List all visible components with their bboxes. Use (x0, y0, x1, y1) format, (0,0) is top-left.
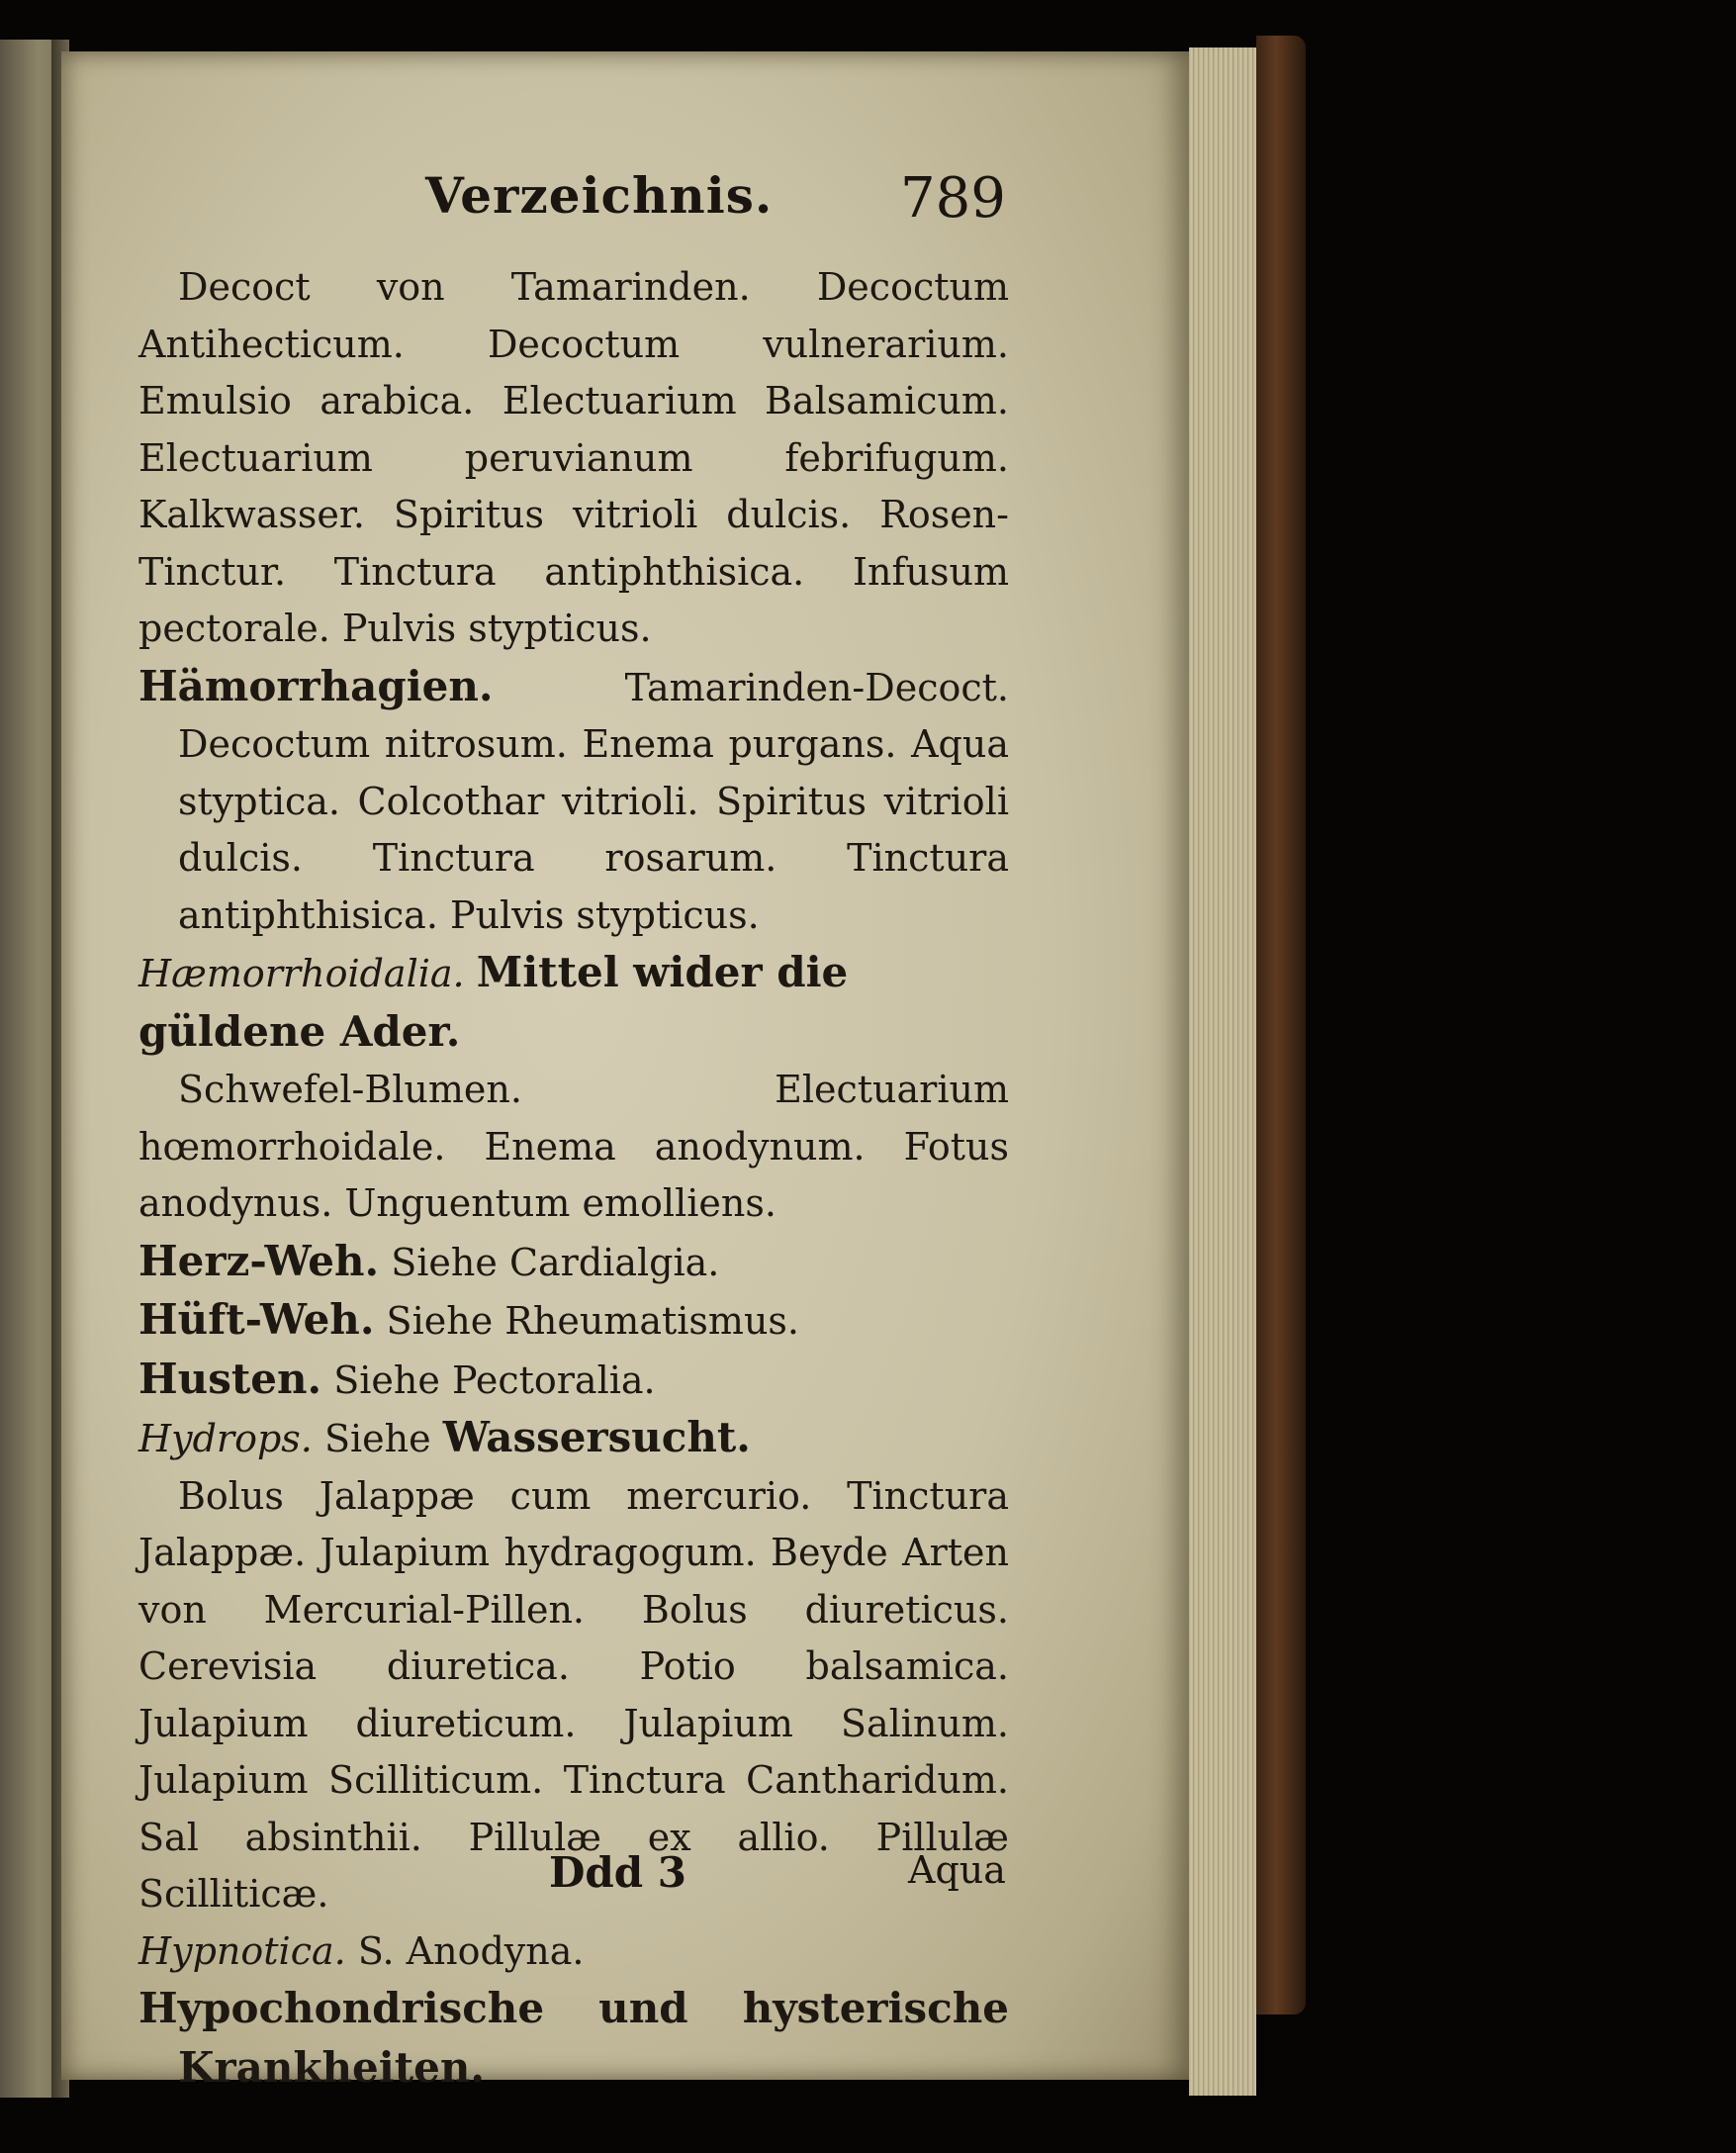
entry-text: Siehe Cardialgia. (391, 1240, 720, 1284)
entry-head: Hypochondrische und hysterische Krankheiten. (138, 1984, 1009, 2092)
entry-text-prefix: Siehe (323, 1417, 431, 1460)
entry-hydrops-head (138, 1409, 1009, 1468)
entry-head: Mittel wider die güldene Ader. (138, 948, 849, 1056)
entry-head-latin: Hæmorrhoidalia. (138, 952, 465, 995)
entry-text: S. Anodyna. (357, 1928, 585, 1973)
page-fore-edge (1189, 47, 1256, 2096)
book-cover-edge (1256, 36, 1306, 2014)
entry-husten (138, 1351, 1009, 1410)
catchword: Aqua (908, 1848, 1006, 1892)
entry-herz-weh (138, 1233, 1009, 1292)
entry-head: Husten. (138, 1354, 322, 1403)
entry-head: Hämorrhagien. (138, 661, 494, 710)
entry-hypnotica (138, 1923, 1009, 1981)
entry-head-latin: Hypnotica. (138, 1928, 346, 1973)
entry-hydrops-text: Bolus Jalappæ cum mercurio. Tinctura Jalappæ. Julapium hydragogum. Beyde Arten von Mercurial-Pillen. Bolus diureticus. Cerevisia diuretica. Potio balsamica. Julapium diureticum. Julapium Salinum. Julapium Scilliticum. Tinctura Cantharidum. Sal absinthii. Pillulæ ex allio. Pillulæ Scilliticæ. (138, 1473, 1009, 1916)
index-text (138, 259, 1009, 2098)
signature-mark: Ddd 3 (549, 1848, 687, 1897)
entry-reference: Wassersucht. (442, 1413, 751, 1461)
running-title: Verzeichnis. (425, 166, 774, 225)
entry-head-latin: Hydrops. (138, 1417, 313, 1460)
entry-decoct: Decoct von Tamarinden. Decoctum Antihecticum. Decoctum vulnerarium. Emulsio arabica. Electuarium Balsamicum. Electuarium peruvianum febrifugum. Kalkwasser. Spiritus vitrioli dulcis. Rosen-Tinctur. Tinctura antiphthisica. Infusum pectorale. Pulvis stypticus. (138, 265, 1009, 650)
entry-haemorrhagien (138, 658, 1009, 945)
entry-haemorrhoidalia-text: Schwefel-Blumen. Electuarium hœmorrhoidale. Enema anodynum. Fotus anodynus. Unguentum emolliens. (138, 1068, 1009, 1225)
entry-head: Herz-Weh. (138, 1236, 380, 1285)
entry-text: Siehe Rheumatismus. (386, 1299, 800, 1343)
entry-head: Hüft-Weh. (138, 1295, 375, 1344)
entry-hypochondrische (138, 1980, 1009, 2098)
entry-text: Siehe Pectoralia. (333, 1357, 656, 1402)
entry-text: Tamarinden-Decoct. Decoctum nitrosum. Enema purgans. Aqua styptica. Colcothar vitrioli. Spiritus vitrioli dulcis. Tinctura rosarum. Tinctura antiphthisica. Pulvis stypticus. (178, 665, 1009, 937)
entry-haemorrhoidalia-head (138, 944, 1009, 1062)
page-number: 789 (900, 166, 1006, 231)
entry-hueft-weh (138, 1291, 1009, 1351)
